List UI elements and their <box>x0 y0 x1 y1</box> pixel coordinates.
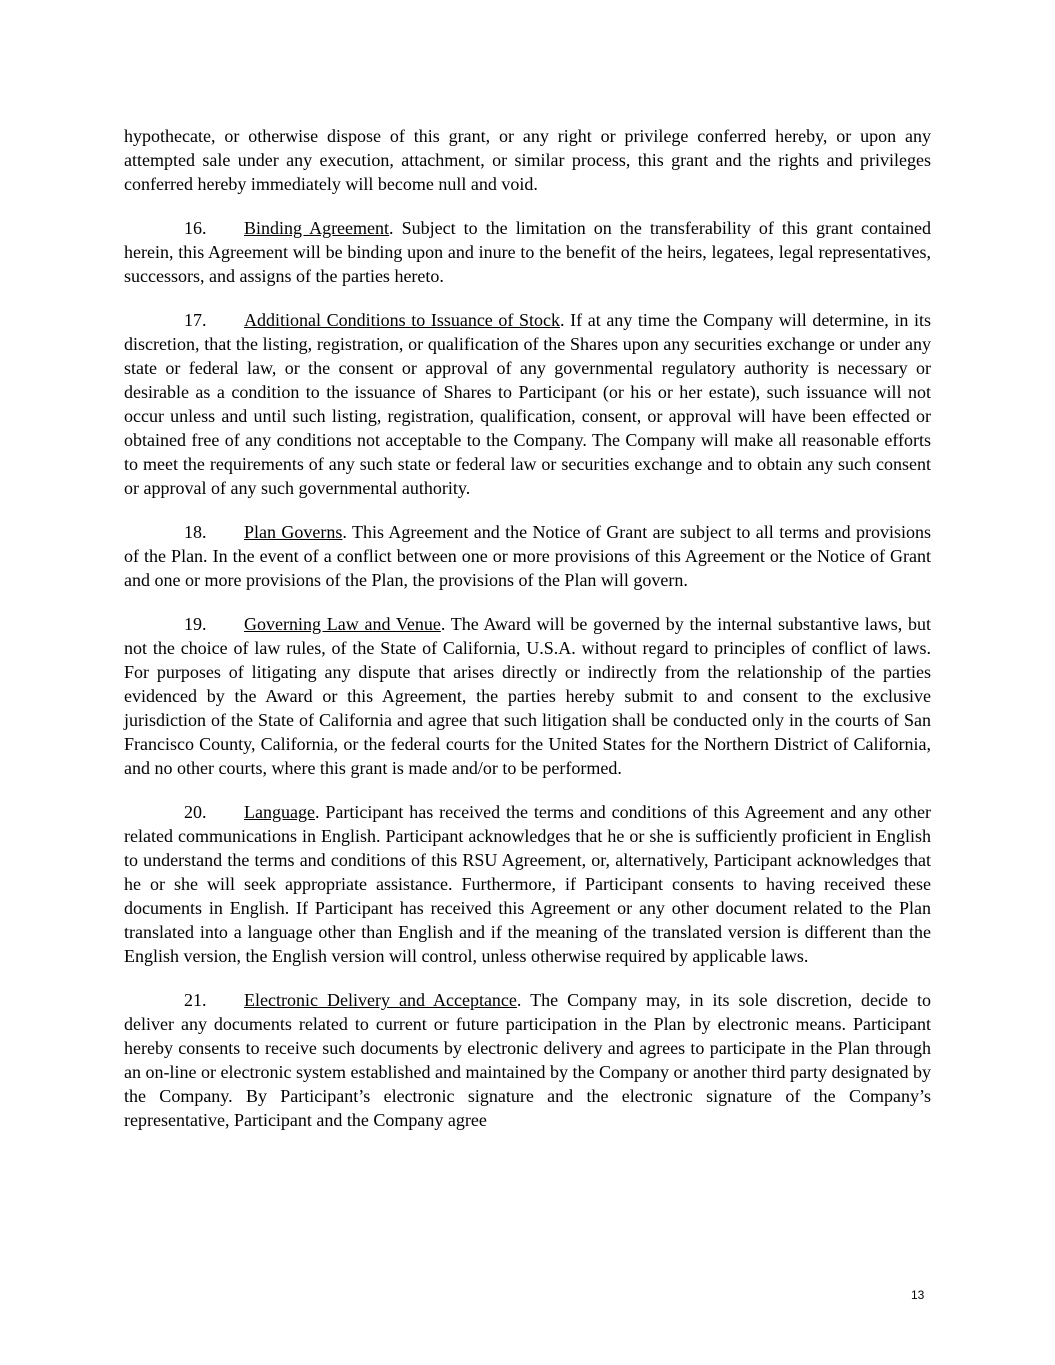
section-number: 20. <box>184 802 207 822</box>
section-heading: Binding Agreement <box>244 218 390 238</box>
section-number: 19. <box>184 614 207 634</box>
section-heading: Plan Governs <box>244 522 343 542</box>
section-21 <box>124 988 931 1132</box>
section-20 <box>124 800 931 968</box>
section-heading: Additional Conditions to Issuance of Stock <box>244 310 561 330</box>
section-16 <box>124 216 931 288</box>
section-number: 17. <box>184 310 207 330</box>
section-heading: Governing Law and Venue <box>244 614 441 634</box>
section-body: . Subject to the limitation on the transferability of this grant contained herein, this Agreement will be binding upon and inure to the benefit of the heirs, legatees, legal representatives, successors, and assigns of the parties hereto. <box>124 218 931 286</box>
section-number: 16. <box>184 218 207 238</box>
continuation-paragraph: hypothecate, or otherwise dispose of this grant, or any right or privilege conferred hereby, or upon any attempted sale under any execution, attachment, or similar process, this grant and the rights and privileges conferred hereby immediately will become null and void. <box>124 126 931 194</box>
section-body: . The Award will be governed by the internal substantive laws, but not the choice of law rules, of the State of California, U.S.A. without regard to principles of conflict of laws. For purposes of litigating any dispute that arises directly or indirectly from the relationship of the parties evidenced by the Award or this Agreement, the parties hereby submit to and consent to the exclusive jurisdiction of the State of California and agree that such litigation shall be conducted only in the courts of San Francisco County, California, or the federal courts for the United States for the Northern District of California, and no other courts, where this grant is made and/or to be performed. <box>124 614 931 778</box>
section-number: 18. <box>184 522 207 542</box>
section-body: . Participant has received the terms and conditions of this Agreement and any other related communications in English. Participant acknowledges that he or she is sufficiently proficient in English to understand the terms and conditions of this RSU Agreement, or, alternatively, Participant acknowledges that he or she will seek appropriate assistance. Furthermore, if Participant consents to having received these documents in English. If Participant has received this Agreement or any other document related to the Plan translated into a language other than English and if the meaning of the translated version is different than the English version, the English version will control, unless otherwise required by applicable laws. <box>124 802 931 966</box>
section-19 <box>124 612 931 780</box>
section-17 <box>124 308 931 500</box>
document-page <box>124 124 931 1152</box>
section-heading: Language <box>244 802 315 822</box>
section-18 <box>124 520 931 592</box>
section-number: 21. <box>184 990 207 1010</box>
section-body: . If at any time the Company will determine, in its discretion, that the listing, registration, or qualification of the Shares upon any securities exchange or under any state or federal law, or the consent or approval of any governmental regulatory authority is necessary or desirable as a condition to the issuance of Shares to Participant (or his or her estate), such issuance will not occur unless and until such listing, registration, qualification, consent, or approval will have been effected or obtained free of any conditions not acceptable to the Company. The Company will make all reasonable efforts to meet the requirements of any such state or federal law or securities exchange and to obtain any such consent or approval of any such governmental authority. <box>124 310 931 498</box>
section-body: . This Agreement and the Notice of Grant are subject to all terms and provisions of the Plan. In the event of a conflict between one or more provisions of this Agreement or the Notice of Grant and one or more provisions of the Plan, the provisions of the Plan will govern. <box>124 522 931 590</box>
section-body: . The Company may, in its sole discretion, decide to deliver any documents related to current or future participation in the Plan by electronic means. Participant hereby consents to receive such documents by electronic delivery and agrees to participate in the Plan through an on-line or electronic system established and maintained by the Company or another third party designated by the Company. By Participant’s electronic signature and the electronic signature of the Company’s representative, Participant and the Company agree <box>124 990 931 1130</box>
page-number: 13 <box>911 1288 925 1302</box>
section-heading: Electronic Delivery and Acceptance <box>244 990 517 1010</box>
